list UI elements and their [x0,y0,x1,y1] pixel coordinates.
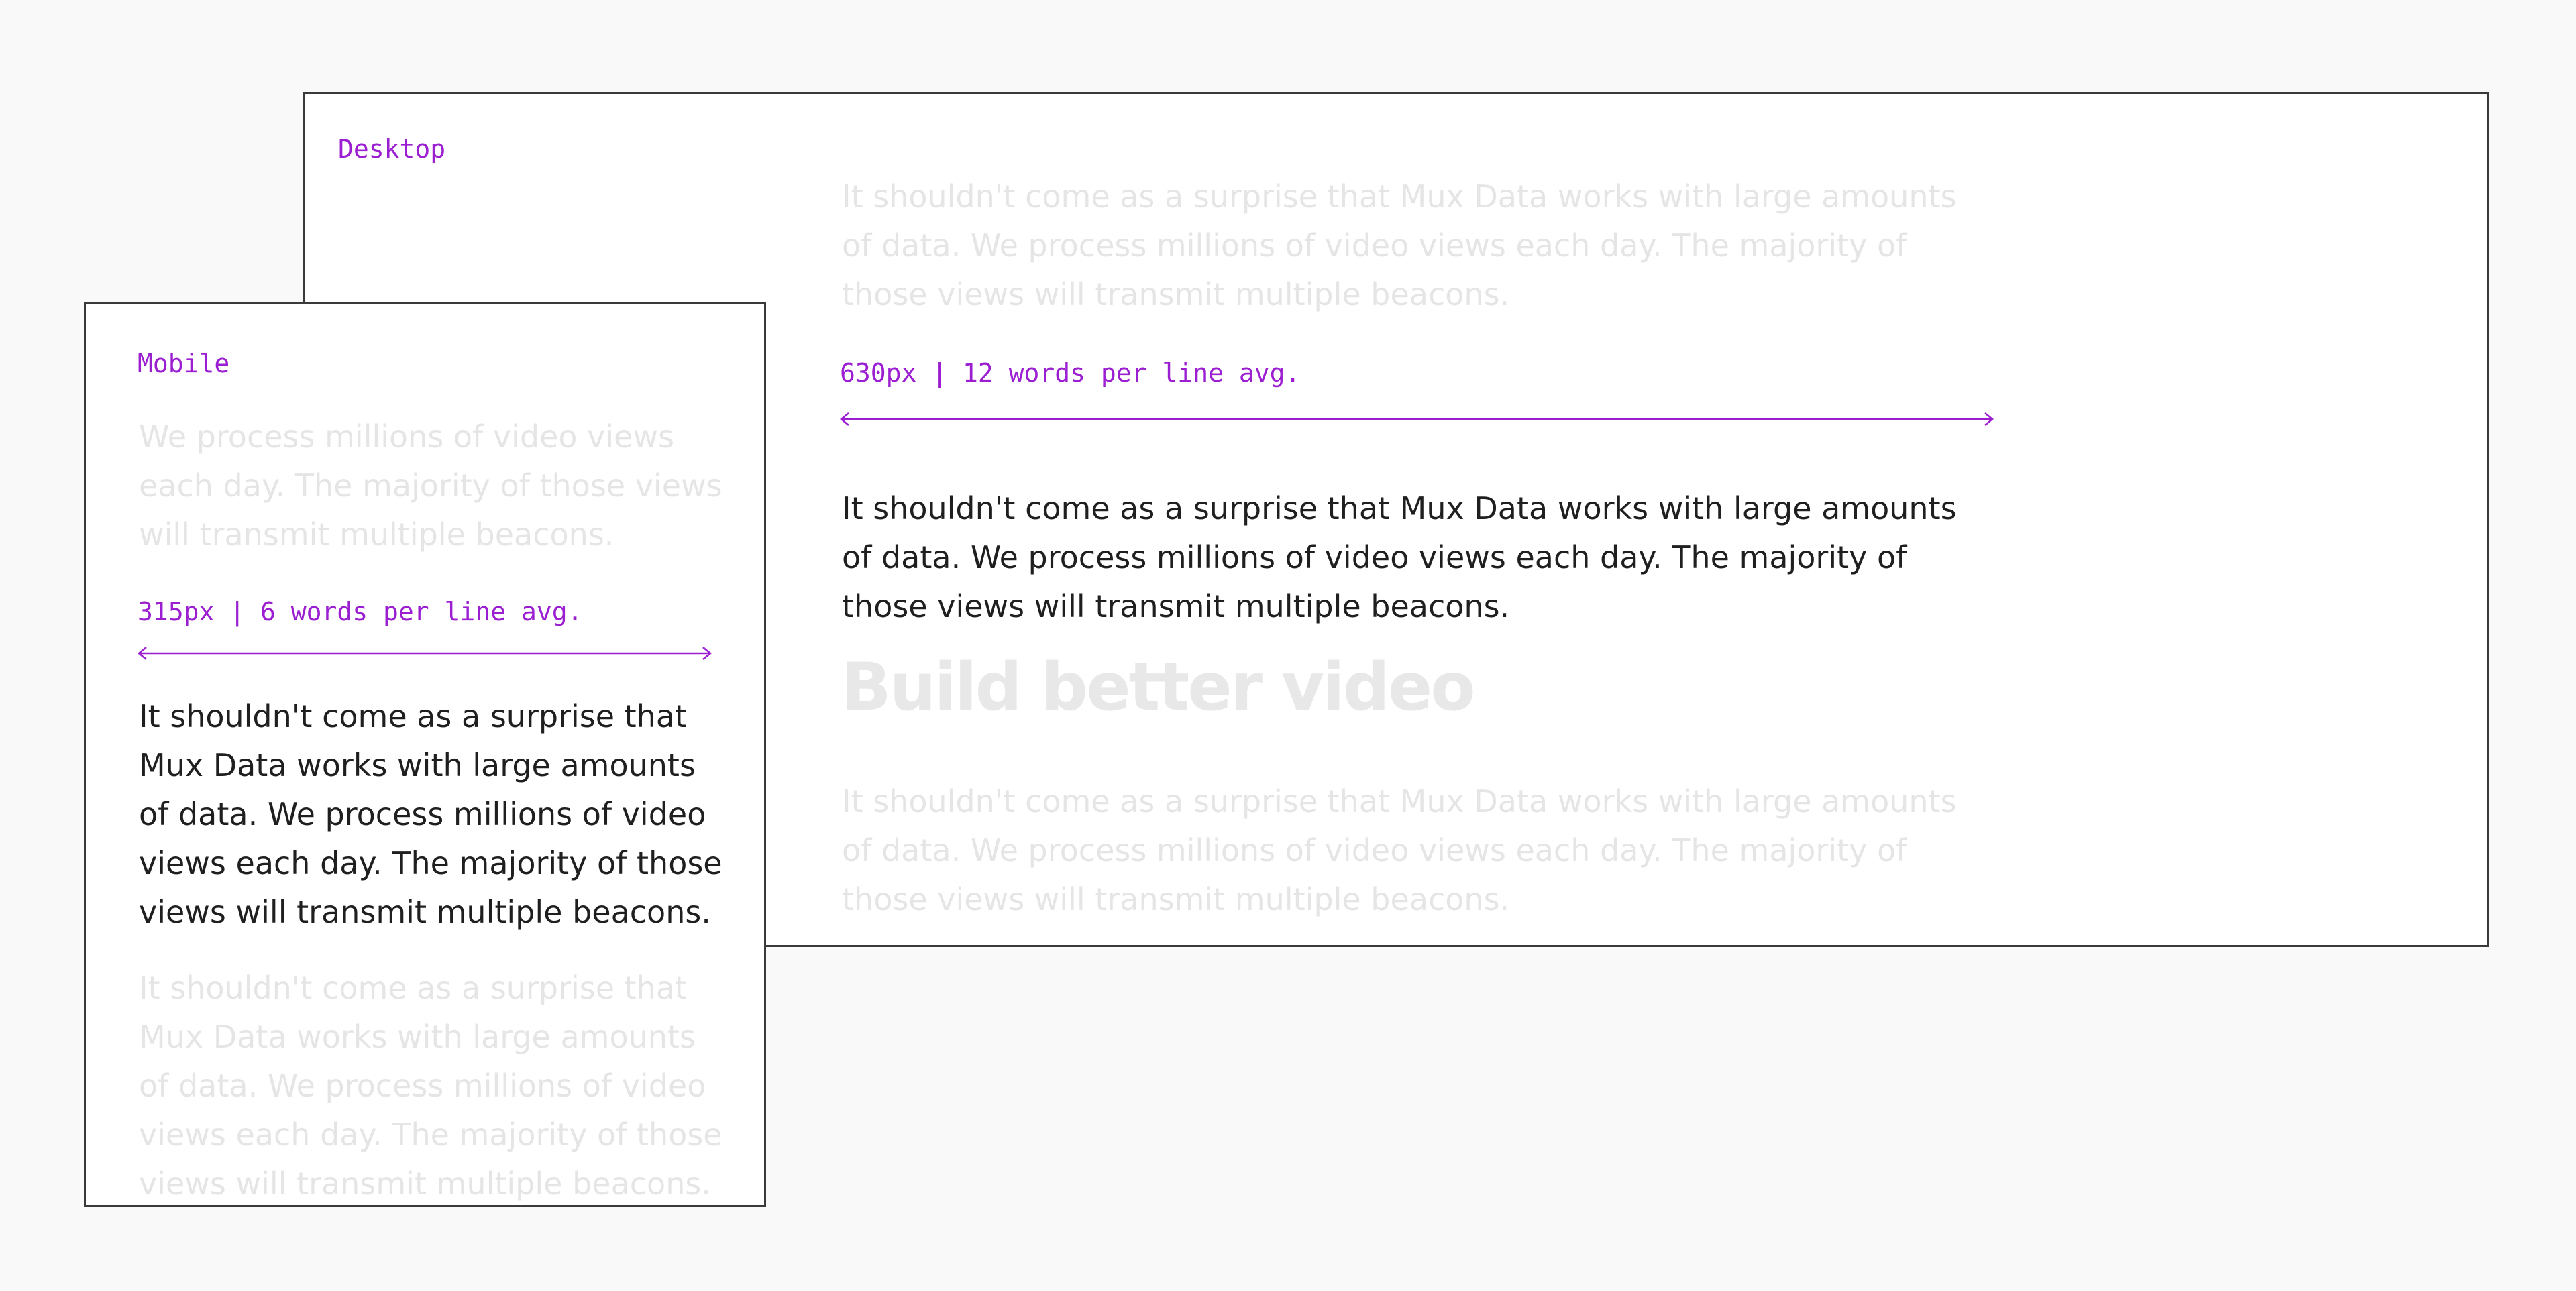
text-line: of data. We process millions of video [139,796,706,832]
text-line: of data. We process millions of video views each day. The majority of [842,227,1907,264]
desktop-faded-paragraph-bottom [842,777,1957,924]
text-line: views each day. The majority of those [139,845,722,881]
mobile-measure-arrow [138,643,712,663]
text-line: of data. We process millions of video [139,1068,706,1104]
mobile-label: Mobile [138,349,230,378]
text-line: views will transmit multiple beacons. [139,1166,711,1202]
text-line: We process millions of video views [139,418,675,455]
mobile-frame [84,302,766,1207]
mobile-faded-paragraph-top [139,412,722,559]
desktop-body-paragraph [842,484,1957,631]
text-line: those views will transmit multiple beacons. [842,588,1510,624]
text-line: It shouldn't come as a surprise that [139,970,688,1006]
mobile-measure-label: 315px | 6 words per line avg. [138,597,583,626]
text-line: each day. The majority of those views [139,467,722,504]
desktop-faded-heading: Build better video [841,649,1474,726]
text-line: will transmit multiple beacons. [139,516,614,553]
desktop-faded-paragraph-top [842,172,1957,319]
mobile-body-paragraph [139,692,722,937]
text-line: those views will transmit multiple beacons. [842,276,1510,313]
text-line: It shouldn't come as a surprise that [139,698,688,734]
text-line: views will transmit multiple beacons. [139,894,711,930]
text-line: It shouldn't come as a surprise that Mux Data works with large amounts [842,178,1957,215]
mobile-faded-paragraph-bottom [139,964,722,1207]
text-line: views each day. The majority of those [139,1117,722,1153]
text-line: those views will transmit multiple beacons. [842,881,1510,917]
desktop-measure-arrow [840,409,1994,429]
text-line: It shouldn't come as a surprise that Mux Data works with large amounts [842,490,1957,526]
desktop-measure-label: 630px | 12 words per line avg. [840,358,1301,388]
text-line: Mux Data works with large amounts [139,747,696,783]
desktop-label: Desktop [338,134,446,164]
text-line: of data. We process millions of video views each day. The majority of [842,832,1907,868]
text-line: of data. We process millions of video views each day. The majority of [842,539,1907,575]
text-line: It shouldn't come as a surprise that Mux Data works with large amounts [842,783,1957,820]
text-line: Mux Data works with large amounts [139,1019,696,1055]
